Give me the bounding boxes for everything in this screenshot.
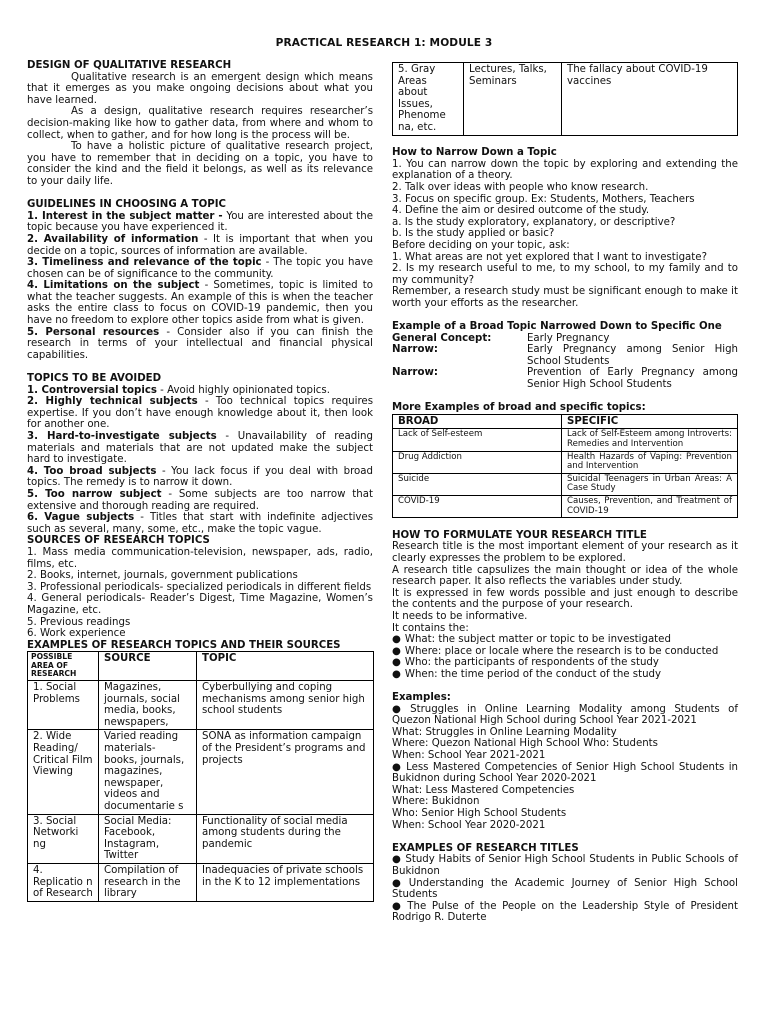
cell-topic: Functionality of social media among students during the pandemic bbox=[197, 814, 374, 863]
cell-specific: Health Hazards of Vaping: Prevention and Intervention bbox=[562, 451, 738, 473]
examples-heading: EXAMPLES OF RESEARCH TOPICS AND THEIR SOURCES bbox=[27, 639, 341, 651]
formulate-item: It needs to be informative. bbox=[392, 610, 528, 622]
cell-specific: Causes, Prevention, and Treatment of COVID-19 bbox=[562, 495, 738, 517]
cell-area: 3. Social Networki ng bbox=[28, 814, 99, 863]
cell-broad: Drug Addiction bbox=[393, 451, 562, 473]
left-column bbox=[27, 60, 373, 902]
narrow-item: 2. Is my research useful to me, to my school, to my family and to my community? bbox=[392, 263, 738, 286]
cell-topic: SONA as information campaign of the President’s programs and projects bbox=[197, 730, 374, 814]
sources-list bbox=[27, 547, 373, 640]
example-detail: What: Struggles in Online Learning Modality bbox=[392, 726, 617, 738]
avoid-item: 4. Too broad subjects - You lack focus if you deal with broad topics. The remedy is to narrow it down. bbox=[27, 465, 374, 489]
guideline-item: 4. Limitations on the subject - Sometimes, topic is limited to what the teacher suggests. An example of this is when the teacher asks the entire class to focus on COVID-19 pandemic, then you have no freedom to explore other topics aside from what is given. bbox=[27, 280, 373, 327]
cell-source: Lectures, Talks, Seminars bbox=[464, 63, 562, 136]
source-item: 6. Work experience bbox=[27, 628, 126, 640]
source-item: 4. General periodicals- Reader’s Digest, Time Magazine, Women’s Magazine, etc. bbox=[27, 593, 373, 616]
header-topic: TOPIC bbox=[197, 652, 374, 681]
concept-value: Early Pregnancy among Senior High School Students bbox=[527, 344, 738, 367]
research-title-item: ● Understanding the Academic Journey of Senior High School Students bbox=[392, 878, 738, 901]
concept-row bbox=[392, 333, 738, 345]
header-area: POSSIBLE AREA OF RESEARCH bbox=[28, 652, 99, 681]
concept-value: Early Pregnancy bbox=[527, 332, 610, 344]
cell-topic: Inadequacies of private schools in the K to 12 implementations bbox=[197, 863, 374, 901]
contains-list bbox=[392, 634, 738, 680]
formulate-item: It contains the: bbox=[392, 622, 469, 634]
cell-broad: COVID-19 bbox=[393, 495, 562, 517]
guideline-item: 3. Timeliness and relevance of the topic - The topic you have chosen can be of significance to the community. bbox=[27, 257, 374, 280]
cell-source: Varied reading materials- books, journals, magazines, newspaper, videos and documentarie s bbox=[99, 730, 197, 814]
avoid-item: 1. Controversial topics - Avoid highly opinionated topics. bbox=[27, 384, 330, 396]
source-item: 5. Previous readings bbox=[27, 616, 131, 628]
cell-area: 5. Gray Areas about Issues, Phenome na, etc. bbox=[393, 63, 464, 136]
contains-item: ● Who: the participants of respondents of the study bbox=[392, 657, 738, 669]
cell-broad: Lack of Self-esteem bbox=[393, 429, 562, 451]
narrow-item: b. Is the study applied or basic? bbox=[392, 228, 555, 240]
titles-heading: EXAMPLES OF RESEARCH TITLES bbox=[392, 842, 579, 854]
cell-area: 2. Wide Reading/ Critical Film Viewing bbox=[28, 730, 99, 814]
example-title: ● Less Mastered Competencies of Senior High School Students in Bukidnon during School Year 2020-2021 bbox=[392, 762, 738, 785]
header-source: SOURCE bbox=[99, 652, 197, 681]
formulate-heading: HOW TO FORMULATE YOUR RESEARCH TITLE bbox=[392, 529, 647, 541]
design-paragraph-2: As a design, qualitative research requires researcher’s decision-making like how to gather data, from where and whom to collect, when to gather, and for how long is the process will be. bbox=[27, 106, 373, 141]
formulate-item: A research title capsulizes the main thought or idea of the whole research paper. It also reflects the variables under study. bbox=[392, 564, 738, 588]
narrow-item: Before deciding on your topic, ask: bbox=[392, 239, 570, 251]
table-row bbox=[28, 730, 374, 814]
broad-specific-table bbox=[392, 414, 738, 518]
avoid-item: 3. Hard-to-investigate subjects - Unavailability of reading materials and materials that are not updated make the subject hard to investigate. bbox=[27, 431, 373, 466]
research-title-item: ● The Pulse of the People on the Leadership Style of President Rodrigo R. Duterte bbox=[392, 901, 738, 924]
guidelines-list bbox=[27, 211, 373, 362]
narrow-item: 1. What areas are not yet explored that I want to investigate? bbox=[392, 251, 707, 263]
table-row bbox=[393, 63, 738, 136]
contains-item: ● What: the subject matter or topic to be investigated bbox=[392, 634, 738, 646]
avoid-item: 6. Vague subjects - Titles that start with indefinite adjectives such as several, many, some, etc., make the topic vague. bbox=[27, 512, 373, 535]
example-detail: When: School Year 2020-2021 bbox=[392, 819, 546, 831]
table-row bbox=[28, 681, 374, 730]
avoid-list bbox=[27, 385, 373, 536]
table-row bbox=[393, 473, 738, 495]
table-header-row bbox=[28, 652, 374, 681]
narrow-heading: How to Narrow Down a Topic bbox=[392, 147, 557, 159]
example-detail: When: School Year 2021-2021 bbox=[392, 750, 546, 762]
narrow-item: a. Is the study exploratory, explanatory, or descriptive? bbox=[392, 216, 676, 228]
cell-source: Magazines, journals, social media, books, newspapers, bbox=[99, 681, 197, 730]
design-paragraph-1: Qualitative research is an emergent design which means that it emerges as you make ongoing decisions about what you have learned. bbox=[27, 71, 373, 106]
design-paragraph-3: To have a holistic picture of qualitative research project, you have to remember that in deciding on a topic, you have to consider the kind and the field it belongs, as well as its relevance to your daily life. bbox=[27, 141, 373, 187]
formulate-item: Research title is the most important element of your research as it clearly expresses the problem to be explored. bbox=[392, 541, 738, 564]
avoid-item: 5. Too narrow subject - Some subjects are too narrow that extensive and thorough reading are required. bbox=[27, 488, 373, 512]
research-title-item: ● Study Habits of Senior High School Students in Public Schools of Bukidnon bbox=[392, 854, 738, 877]
table-row bbox=[393, 495, 738, 517]
example-detail: Where: Bukidnon bbox=[392, 796, 480, 808]
narrow-item: 1. You can narrow down the topic by exploring and extending the explanation of a theory. bbox=[392, 158, 738, 182]
header-broad: BROAD bbox=[393, 414, 562, 429]
table-row bbox=[393, 451, 738, 473]
cell-broad: Suicide bbox=[393, 473, 562, 495]
cell-source: Social Media: Facebook, Instagram, Twitter bbox=[99, 814, 197, 863]
table-row bbox=[393, 429, 738, 451]
concept-row bbox=[392, 344, 738, 367]
example-detail: Who: Senior High School Students bbox=[392, 808, 567, 819]
narrow-list bbox=[392, 159, 738, 310]
cell-topic: The fallacy about COVID-19 vaccines bbox=[562, 63, 738, 136]
guidelines-heading: GUIDELINES IN CHOOSING A TOPIC bbox=[27, 199, 227, 211]
more-examples-heading: More Examples of broad and specific topics: bbox=[392, 402, 646, 414]
cell-specific: Lack of Self-Esteem among Introverts: Remedies and Intervention bbox=[562, 429, 738, 451]
sources-heading: SOURCES OF RESEARCH TOPICS bbox=[27, 535, 210, 547]
research-topics-table bbox=[27, 651, 374, 901]
cell-specific: Suicidal Teenagers in Urban Areas: A Case Study bbox=[562, 473, 738, 495]
cell-area: 1. Social Problems bbox=[28, 681, 99, 730]
concept-row bbox=[392, 367, 738, 390]
source-item: 1. Mass media communication-television, newspaper, ads, radio, films, etc. bbox=[27, 546, 373, 570]
narrow-item: 2. Talk over ideas with people who know research. bbox=[392, 181, 649, 193]
guideline-item: 5. Personal resources - Consider also if you can finish the research in terms of your intellectual and financial physical capabilities. bbox=[27, 326, 373, 361]
narrow-item: 4. Define the aim or desired outcome of the study. bbox=[392, 205, 650, 217]
contains-item: ● Where: place or locale where the research is to be conducted bbox=[392, 646, 738, 658]
broad-topic-heading: Example of a Broad Topic Narrowed Down to Specific One bbox=[392, 321, 722, 333]
avoid-item: 2. Highly technical subjects - Too technical topics requires expertise. If you don’t have enough knowledge about it, then look for another one. bbox=[27, 396, 373, 431]
narrow-item: 3. Focus on specific group. Ex: Students, Mothers, Teachers bbox=[392, 193, 695, 205]
avoid-heading: TOPICS TO BE AVOIDED bbox=[27, 373, 162, 385]
guideline-item: 2. Availability of information - It is important that when you decide on a topic, sources of information are available. bbox=[27, 233, 374, 257]
formulate-list bbox=[392, 541, 738, 634]
source-item: 2. Books, internet, journals, government publications bbox=[27, 570, 298, 582]
concept-label: General Concept: bbox=[392, 332, 492, 344]
page-title: PRACTICAL RESEARCH 1: MODULE 3 bbox=[275, 37, 493, 49]
example-detail: What: Less Mastered Competencies bbox=[392, 784, 575, 796]
table-row bbox=[28, 814, 374, 863]
guideline-item: 1. Interest in the subject matter - You are interested about the topic because you have experienced it. bbox=[27, 210, 374, 234]
example-detail: Where: Quezon National High School Who: Students bbox=[392, 738, 658, 750]
concept-value: Prevention of Early Pregnancy among Senior High School Students bbox=[527, 367, 738, 391]
table-row bbox=[28, 863, 374, 901]
research-topics-table-continued bbox=[392, 62, 738, 136]
example-title: ● Struggles in Online Learning Modality among Students of Quezon National High School during School Year 2021-2021 bbox=[392, 704, 738, 727]
examples-label: Examples: bbox=[392, 692, 451, 704]
design-heading: DESIGN OF QUALITATIVE RESEARCH bbox=[27, 60, 232, 71]
narrow-item: Remember, a research study must be significant enough to make it worth your efforts as the researcher. bbox=[392, 286, 738, 309]
cell-topic: Cyberbullying and coping mechanisms among senior high school students bbox=[197, 681, 374, 730]
concept-label: Narrow: bbox=[392, 344, 438, 356]
concept-label: Narrow: bbox=[392, 367, 438, 379]
cell-source: Compilation of research in the library bbox=[99, 863, 197, 901]
header-specific: SPECIFIC bbox=[562, 414, 738, 429]
right-column bbox=[392, 62, 738, 924]
table-header-row bbox=[393, 414, 738, 429]
formulate-item: It is expressed in few words possible and just enough to describe the contents and the purpose of your research. bbox=[392, 587, 738, 611]
contains-item: ● When: the time period of the conduct of the study bbox=[392, 669, 738, 681]
cell-area: 4. Replicatio n of Research bbox=[28, 863, 99, 901]
source-item: 3. Professional periodicals- specialized periodicals in different fields bbox=[27, 581, 372, 593]
